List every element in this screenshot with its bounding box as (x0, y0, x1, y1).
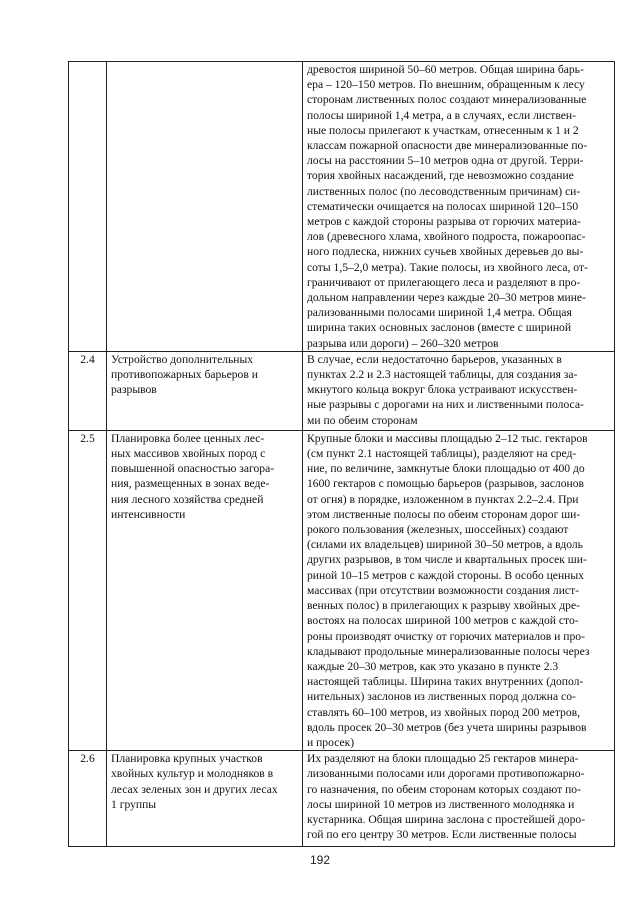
description-line: ставлять 60–100 метров, из хвойных пород 200 метров, (307, 705, 580, 719)
row-number: 2.4 (69, 351, 107, 430)
name-line: ных массивов хвойных пород с (111, 447, 266, 461)
description-line: соты 1,5–2,0 метра). Такие полосы, из хвойного леса, от- (307, 260, 588, 274)
measure-name-cell (107, 430, 303, 750)
description-line: лиственных полос (по лесоводственным причинам) си- (307, 184, 581, 198)
name-line: интенсивности (111, 507, 186, 521)
description-line: от огня) в порядке, изложенном в пунктах 2.2–2.4. При (307, 492, 579, 506)
description-line: метров с каждой стороны разрыва от горючих материа- (307, 215, 581, 229)
description-line: ера – 120–150 метров. По внешним, обращенным к лесу (307, 78, 585, 92)
name-line: 1 группы (111, 797, 157, 811)
description-line: (силами их владельцев) шириной 30–50 метров, а вдоль (307, 538, 583, 552)
table-row (69, 351, 615, 430)
description-line: вдоль просек 20–30 метров (без учета ширины разрывов (307, 720, 587, 734)
description-line: древостоя шириной 50–60 метров. Общая ширина барь- (307, 63, 584, 76)
description-line: лосы на расстоянии 5–10 метров одна от другой. Терри- (307, 154, 584, 168)
description-line: граничивают от прилегающего леса и разделяют в про- (307, 275, 581, 289)
description-line: нительных) заслонов из лиственных пород должна со- (307, 690, 576, 704)
description-line: ми по обеим сторонам (307, 413, 418, 427)
description-line: лов (древесного хлама, хвойного подроста, пожароопас- (307, 230, 586, 244)
description-line: го назначения, по обеим сторонам которых создают по- (307, 782, 581, 796)
description-line: роны производят очистку от горючих материалов и про- (307, 629, 585, 643)
measure-name-cell (107, 351, 303, 430)
description-line: лизованными полосами или дорогами противопожарно- (307, 767, 585, 781)
description-line: и просек) (307, 735, 355, 749)
name-line: Планировка более ценных лес- (111, 431, 265, 445)
description-line: (см пункт 2.1 настоящей таблицы), разделяют на сред- (307, 447, 577, 461)
description-line: сторонам лиственных полос создают минерализованные (307, 93, 587, 107)
description-line: ные разрывы с дорогами на них и лиственными полоса- (307, 398, 584, 412)
description-line: кладывают продольные минерализованные полосы через (307, 644, 590, 658)
name-line: противопожарных барьеров и (111, 368, 258, 382)
description-line: дольном направлении через каждые 20–30 метров мине- (307, 291, 586, 305)
description-line: кустарника. Общая ширина заслона с простейшей доро- (307, 812, 586, 826)
name-line: разрывов (111, 383, 157, 397)
measure-name-cell (107, 751, 303, 847)
name-line: ния, размещенных в зонах веде- (111, 477, 270, 491)
description-line: полосы шириной 1,4 метра, а в случаях, если листвен- (307, 108, 576, 122)
description-line: Крупные блоки и массивы площадью 2–12 тыс. гектаров (307, 431, 588, 445)
page-number: 192 (309, 853, 331, 867)
name-line: повышенной опасностью загора- (111, 462, 275, 476)
description-line: востоях на полосах шириной 100 метров с каждой сто- (307, 614, 579, 628)
description-line: ние, по величине, замкнутые блоки площадью от 400 до (307, 462, 585, 476)
name-line: лесах зеленых зон и других лесах (111, 782, 278, 796)
row-number: 2.5 (69, 430, 107, 750)
description-line: разрыва или дороги) – 260–320 метров (307, 336, 499, 350)
name-line: Устройство дополнительных (111, 352, 254, 366)
measure-description-cell (303, 751, 615, 847)
measure-name-cell (107, 62, 303, 352)
measure-description-cell (303, 62, 615, 352)
name-line: хвойных культур и молодняков в (111, 767, 274, 781)
description-line: классам пожарной опасности две минерализованные по- (307, 139, 588, 153)
table-row (69, 62, 615, 352)
description-line: гой по его центру 30 метров. Если лиственные полосы (307, 828, 577, 842)
description-line: ширина таких основных заслонов (вместе с шириной (307, 321, 572, 335)
description-line: мкнутого кольца вокруг блока устраивают искусствен- (307, 383, 578, 397)
description-line: лосы шириной 10 метров из лиственного молодняка и (307, 797, 575, 811)
description-line: В случае, если недостаточно барьеров, указанных в (307, 352, 562, 366)
description-line: тория хвойных насаждений, где невозможно создание (307, 169, 574, 183)
description-line: пунктах 2.2 и 2.3 настоящей таблицы, для создания за- (307, 368, 578, 382)
description-line: венных полос) в прилегающих к разрыву хвойных дре- (307, 599, 580, 613)
description-line: рокого пользования (железных, шоссейных) создают (307, 523, 569, 537)
description-line: этом лиственные полосы по обеим сторонам дорог ши- (307, 507, 581, 521)
name-line: Планировка крупных участков (111, 752, 263, 766)
table-row (69, 430, 615, 750)
description-line: ные полосы прилегают к участкам, отнесенным к 1 и 2 (307, 123, 579, 137)
row-number (69, 62, 107, 352)
measure-description-cell (303, 430, 615, 750)
description-line: рализованными полосами шириной 1,4 метра. Общая (307, 306, 572, 320)
description-line: каждые 20–30 метров, как это указано в пункте 2.3 (307, 659, 559, 673)
row-number: 2.6 (69, 751, 107, 847)
description-line: настоящей таблицы. Ширина таких внутренних (допол- (307, 675, 584, 689)
description-line: риной 10–15 метров с каждой стороны. В особо ценных (307, 568, 584, 582)
description-line: ного подлеска, нижних сучьев хвойных деревьев до вы- (307, 245, 584, 259)
description-line: других разрывов, в том числе и квартальных просек ши- (307, 553, 587, 567)
description-line: массивах (при отсутствии возможности создания лист- (307, 583, 579, 597)
description-line: стематически очищается на полосах шириной 120–150 (307, 199, 579, 213)
table-row (69, 751, 615, 847)
description-line: 1600 гектаров с помощью барьеров (разрывов, заслонов (307, 477, 584, 491)
name-line: ния лесного хозяйства средней (111, 492, 264, 506)
fire-prevention-table (68, 61, 615, 847)
measure-description-cell (303, 351, 615, 430)
description-line: Их разделяют на блоки площадью 25 гектаров минера- (307, 752, 579, 766)
